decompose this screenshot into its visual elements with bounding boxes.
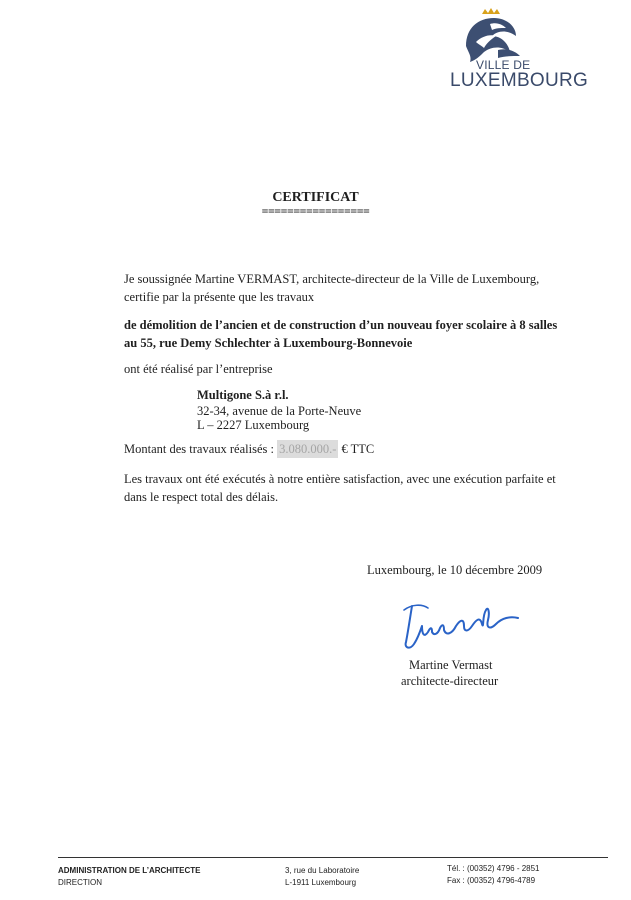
company-name: Multigone S.à r.l. [197,388,289,402]
signer-name: Martine Vermast [409,658,493,672]
footer-city: L-1911 Luxembourg [285,878,357,887]
footer-direction: DIRECTION [58,878,102,887]
intro-line-1: Je soussignée Martine VERMAST, architecte-directeur de la Ville de Luxembourg, [124,272,540,286]
place-and-date: Luxembourg, le 10 décembre 2009 [367,563,543,577]
footer-fax: Fax : (00352) 4796-4789 [447,876,536,885]
satisfaction-line-2: dans le respect total des délais. [124,490,279,504]
title-underline: ================= [261,204,370,218]
company-address-line-2: L – 2227 Luxembourg [197,418,310,432]
amount-line [124,440,374,458]
amount-value-redacted: 3.080.000.- [279,442,337,456]
logo-text-ville-de: VILLE DE [476,58,531,72]
satisfaction-line-1: Les travaux ont été exécutés à notre entière satisfaction, avec une exécution parfaite et [124,472,556,486]
document-title: CERTIFICAT [272,190,359,205]
logo-text-luxembourg: LUXEMBOURG [450,70,589,91]
footer-telephone: Tél. : (00352) 4796 - 2851 [447,864,540,873]
works-description-line-1: de démolition de l’ancien et de construction d’un nouveau foyer scolaire à 8 salles [124,318,558,332]
amount-label: Montant des travaux réalisés : [124,442,278,456]
ville-de-luxembourg-logo [436,6,589,96]
handwritten-signature-icon [398,596,523,652]
works-description-line-2: au 55, rue Demy Schlechter à Luxembourg-Bonnevoie [124,336,413,350]
realise-line: ont été réalisé par l’entreprise [124,362,273,376]
footer-administration: ADMINISTRATION DE L’ARCHITECTE [58,866,201,875]
signature [398,596,523,652]
company-address-line-1: 32-34, avenue de la Porte-Neuve [197,404,362,418]
signer-title: architecte-directeur [401,674,499,688]
footer-divider [58,857,608,858]
amount-suffix: € TTC [338,442,375,456]
intro-line-2: certifie par la présente que les travaux [124,290,315,304]
lion-crown-icon [436,6,586,66]
footer-street: 3, rue du Laboratoire [285,866,360,875]
